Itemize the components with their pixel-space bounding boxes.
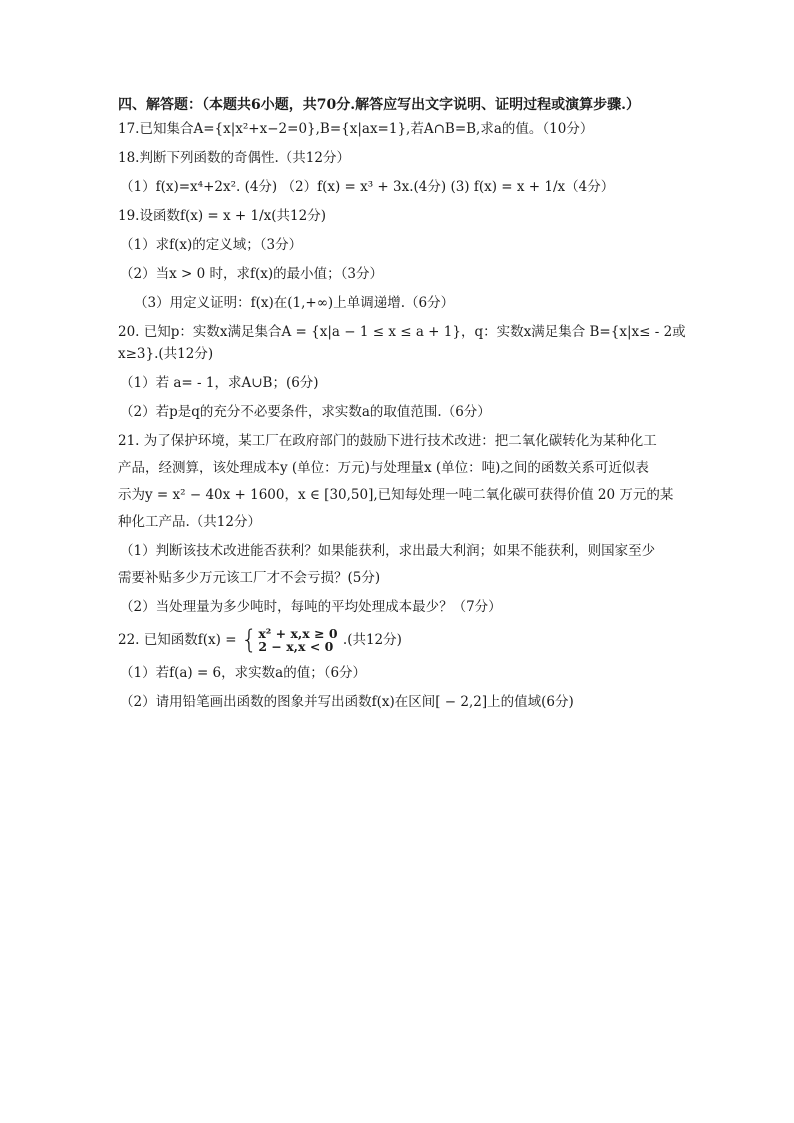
piecewise-case-1: x² + x,x ≥ 0 — [258, 626, 338, 641]
question-19-part-3: （3）用定义证明：f(x)在(1,+∞)上单调递增.（6分） — [134, 295, 455, 311]
question-17: 17.已知集合A={x|x²+x−2=0},B={x|ax=1},若A∩B=B,求a的值。（10分） — [118, 121, 594, 137]
question-21-line-2: 产品，经测算，该处理成本y (单位：万元)与处理量x (单位：吨)之间的函数关系可近似表 — [118, 460, 649, 476]
question-22-part-1: （1）若f(a) = 6，求实数a的值；（6分） — [120, 665, 367, 681]
question-19-stem: 19.设函数f(x) = x + 1/x(共12分) — [118, 208, 326, 224]
question-21-part-1-line-2: 需要补贴多少万元该工厂才不会亏损？(5分) — [118, 570, 381, 586]
question-19-part-1: （1）求f(x)的定义域；（3分） — [120, 237, 303, 253]
question-20-stem-line-1: 20. 已知p：实数x满足集合A = {x|a − 1 ≤ x ≤ a + 1}，q：实数x满足集合 B={x|x≤ - 2或 — [118, 324, 686, 340]
piecewise-cases — [258, 627, 337, 653]
question-21-part-1-line-1: （1）判断该技术改进能否获利？如果能获利，求出最大利润；如果不能获利，则国家至少 — [120, 543, 656, 559]
exam-page — [118, 96, 688, 722]
question-18-stem: 18.判断下列函数的奇偶性.（共12分） — [118, 150, 350, 166]
left-brace: { — [240, 625, 258, 655]
question-22-suffix: .(共12分) — [342, 631, 402, 648]
question-22-part-2: （2）请用铅笔画出函数的图象并写出函数f(x)在区间[ − 2,2]上的值域(6分) — [120, 694, 574, 710]
question-20-stem-line-2: x≥3}.(共12分) — [118, 346, 214, 362]
section-header: 四、解答题：（本题共6小题，共70分.解答应写出文字说明、证明过程或演算步骤.） — [118, 97, 640, 113]
question-21-line-3: 示为y = x² − 40x + 1600，x ∈ [30,50],已知每处理一吨二氧化碳可获得价值 20 万元的某 — [118, 487, 674, 503]
piecewise-case-2: 2 − x,x < 0 — [258, 639, 334, 654]
question-20-part-2: （2）若p是q的充分不必要条件，求实数a的取值范围.（6分） — [120, 404, 491, 420]
question-18-parts: （1）f(x)=x⁴+2x². (4分) （2）f(x) = x³ + 3x.(4分) (3) f(x) = x + 1/x（4分） — [120, 179, 615, 195]
question-22-stem — [118, 627, 688, 653]
question-22-prefix: 22. 已知函数f(x) = — [118, 631, 237, 648]
piecewise-function — [241, 627, 339, 653]
question-21-part-2: （2）当处理量为多少吨时，每吨的平均处理成本最少？（7分） — [120, 599, 502, 615]
question-20-part-1: （1）若 a= - 1，求A∪B；(6分) — [120, 375, 319, 391]
question-19-part-2: （2）当x > 0 时，求f(x)的最小值；（3分） — [120, 266, 383, 282]
question-21-line-4: 种化工产品.（共12分） — [118, 514, 261, 530]
question-21-line-1: 21. 为了保护环境，某工厂在政府部门的鼓励下进行技术改进：把二氧化碳转化为某种化工 — [118, 433, 657, 449]
